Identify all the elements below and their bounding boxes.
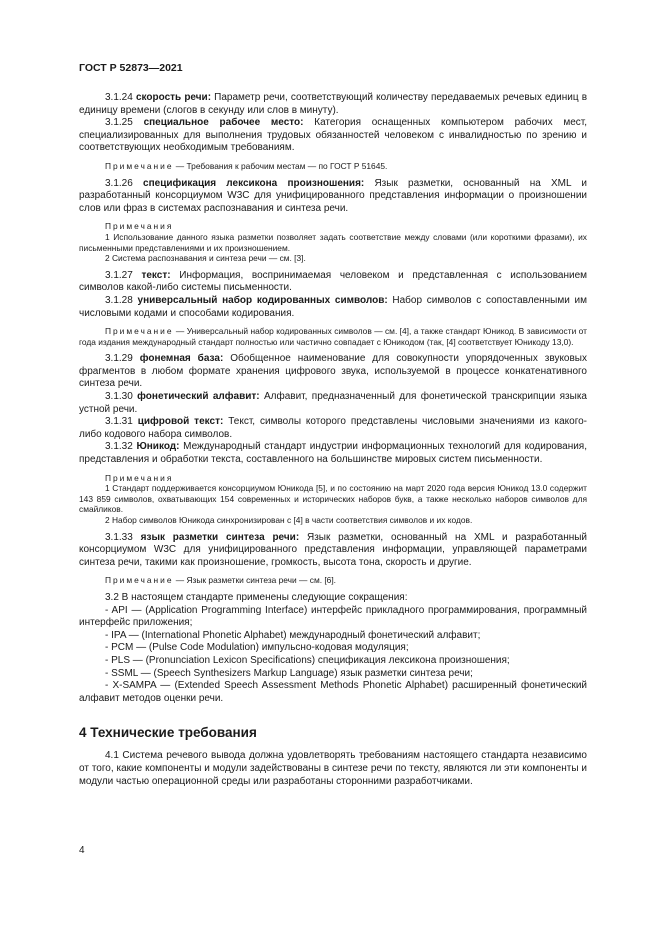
note-item: 2 Система распознавания и синтеза речи — см. [3]. (105, 253, 306, 264)
term-3-1-31: 3.1.31 цифровой текст: Текст, символы которого представлены числовыми значениями из какого-либо кодового набора символов. (79, 416, 588, 440)
document-header: ГОСТ Р 52873—2021 (79, 62, 183, 74)
note-item: 1 Стандарт поддерживается консорциумом Юникода [5], и по состоянию на март 2020 года версия Юникод 13.0 содержит 143 859 символов, охватывающих 154 современных и исторических наборов букв, а также несколько наборов символов для смайликов. (79, 483, 587, 515)
abbreviation-item: - X-SAMPA — (Extended Speech Assessment Methods Phonetic Alphabet) расширенный фонетический алфавит методов оценки речи. (79, 680, 587, 704)
term-3-1-28: 3.1.28 универсальный набор кодированных символов: Набор символов с сопоставленными им числовыми кодами и способами кодирования. (79, 294, 587, 319)
document-body (79, 92, 587, 788)
term-3-1-33: 3.1.33 язык разметки синтеза речи: Язык разметки, основанный на XML и разработанный консорциумом W3C для унифицированного представления информации, управляющей параметрами синтеза речи, такими как произношение, громкость, высота тона, скорость и другие. (79, 531, 588, 568)
section-4-paragraph: 4.1 Система речевого вывода должна удовлетворять требованиям настоящего стандарта независимо от того, какие компоненты и модули задействованы в синтезе речи по тексту, являются ли эти компоненты и модули частью операционной среды или разработаны сторонними разработчиками. (79, 750, 587, 787)
term-3-1-26: 3.1.26 спецификация лексикона произношения: Язык разметки, основанный на XML и разработанный консорциумом W3C для унифицированного представления информации о произношении слов или фраз в системах распознавания и синтеза речи. (79, 177, 587, 214)
abbreviation-item: - IPA — (International Phonetic Alphabet) международный фонетический алфавит; (105, 629, 481, 641)
note-item: 2 Набор символов Юникода синхронизирован с [4] в части соответствия символов и их кодов. (105, 515, 473, 525)
note-3-1-33: Примечание — Язык разметки синтеза речи — см. [6]. (105, 575, 336, 586)
page-number: 4 (79, 845, 85, 856)
note-3-1-28: Примечание — Универсальный набор кодированных символов — см. [4], а также стандарт Юникод. В зависимости от года издания международный стандарт полностью или частично совпадает с Юникодом (так, [4] соответствует Юникоду 13,0). (79, 326, 587, 347)
term-3-1-30: 3.1.30 фонетический алфавит: Алфавит, предназначенный для фонетической транскрипции языка устной речи. (79, 391, 587, 415)
term-3-1-25: 3.1.25 специальное рабочее место: Категория оснащенных компьютером рабочих мест, специализированных для выполнения трудовых обязанностей человеком с инвалидностью по зрению и соответствующих необходимым требованиям. (79, 117, 588, 154)
abbreviation-item: - API — (Application Programming Interface) интерфейс прикладного программирования, программный интерфейс приложения; (79, 604, 587, 629)
term-3-1-27: 3.1.27 текст: Информация, воспринимаемая человеком и представленная с использованием символов какой-либо системы письменности. (79, 269, 588, 294)
notes-3-1-26: Примечания 1 Использование данного языка разметки позволяет задать соответствие между словами (или короткими фразами), их письменными представлениями и их произношением. 2 Система распознавания и синтеза речи — см. [3]. (79, 221, 587, 264)
abbreviation-item: - PLS — (Pronunciation Lexicon Specifications) спецификация лексикона произношения; (105, 654, 510, 666)
abbreviation-item: - PCM — (Pulse Code Modulation) импульсно-кодовая модуляция; (105, 642, 409, 654)
abbreviation-item: - SSML — (Speech Synthesizers Markup Language) язык разметки синтеза речи; (105, 667, 473, 679)
term-3-1-32: 3.1.32 Юникод: Международный стандарт индустрии информационных технологий для кодирования, представления и обработки текста, составленного на большинстве мировых систем письменности. (79, 441, 588, 466)
term-3-1-24: 3.1.24 скорость речи: Параметр речи, соответствующий количеству передаваемых речевых единиц в единицу времени (слогов в секунду или слов в минуту). (79, 92, 588, 116)
notes-3-1-32: Примечания 1 Стандарт поддерживается консорциумом Юникода [5], и по состоянию на март 2020 года версия Юникод 13.0 содержит 143 859 символов, охватывающих 154 современных и исторических наборов букв, а также несколько наборов символов для смайликов. 2 Набор символов Юникода синхронизирован с [4] в части соответствия символов и их кодов. (79, 472, 587, 525)
abbreviations-intro: 3.2 В настоящем стандарте применены следующие сокращения: (105, 591, 408, 603)
note-item: 1 Использование данного языка разметки позволяет задать соответствие между словами (или короткими фразами), их письменными представлениями и их произношением. (79, 231, 587, 253)
note-3-1-25: Примечание — Требования к рабочим местам — по ГОСТ Р 51645. (105, 160, 388, 171)
section-4-heading: 4 Технические требования (79, 725, 257, 741)
term-3-1-29: 3.1.29 фонемная база: Обобщенное наименование для совокупности упорядоченных звуковых фрагментов в любом формате хранения цифрового звука, используемой в процессе конкатенативного синтеза речи. (79, 353, 587, 390)
